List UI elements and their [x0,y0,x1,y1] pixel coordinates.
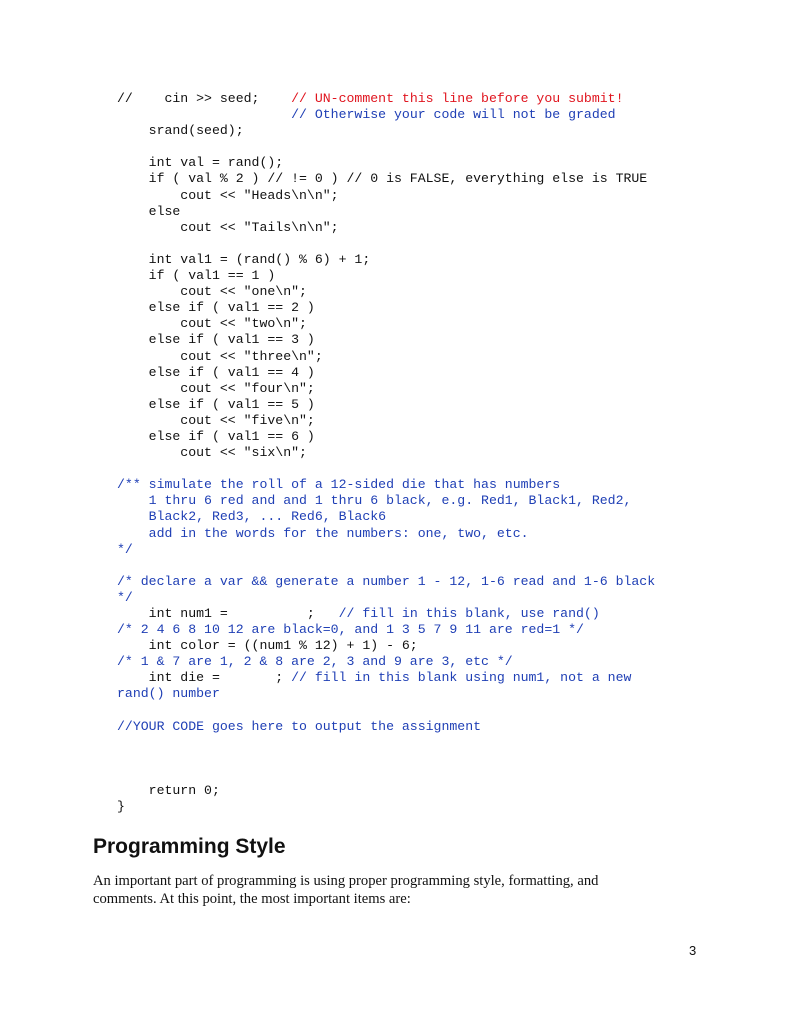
code-line-blank [117,751,655,767]
code-line [117,91,655,107]
code-line: int val1 = (rand() % 6) + 1; [117,251,371,267]
code-line: else if ( val1 == 5 ) [117,396,315,412]
code-line-blank [117,461,655,477]
code-comment-line: //YOUR CODE goes here to output the assignment [117,718,482,734]
code-line: if ( val1 == 1 ) [117,268,276,284]
code-line-blank [117,703,655,719]
code-line: cout << "six\n"; [117,445,307,461]
code-comment-line: /* declare a var && generate a number 1 - 12, 1-6 read and 1-6 black [117,573,656,589]
code-indent [117,107,291,122]
code-line: int color = ((num1 % 12) + 1) - 6; [117,638,418,654]
section-heading: Programming Style [93,835,286,858]
code-listing [117,91,655,815]
code-comment-line: */ [117,589,133,605]
code-line: cout << "three\n"; [117,348,323,364]
code-line: else if ( val1 == 3 ) [117,332,315,348]
code-line: else if ( val1 == 4 ) [117,364,315,380]
code-line-blank [117,558,655,574]
paragraph-line: comments. At this point, the most important items are: [93,890,411,907]
code-comment-blue: // fill in this blank, use rand() [338,606,600,621]
code-line-blank [117,139,655,155]
code-text: int num1 = ; [117,606,339,621]
code-line: if ( val % 2 ) // != 0 ) // 0 is FALSE, everything else is TRUE [117,171,648,187]
code-comment-line: 1 thru 6 red and and 1 thru 6 black, e.g. Red1, Black1, Red2, [117,493,632,509]
code-comment-line: /* 2 4 6 8 10 12 are black=0, and 1 3 5 7 9 11 are red=1 */ [117,622,584,638]
paragraph-line: An important part of programming is using proper programming style, formatting, and [93,873,599,889]
code-line: int val = rand(); [117,155,284,171]
code-comment-blue: // Otherwise your code will not be graded [291,107,616,123]
code-line: cout << "four\n"; [117,380,315,396]
code-comment-line: */ [117,541,133,557]
code-line: cout << "one\n"; [117,284,307,300]
code-line: cout << "five\n"; [117,412,315,428]
code-line: return 0; [117,783,220,799]
code-line: } [117,799,125,815]
page-number: 3 [689,943,697,958]
code-comment-line: rand() number [117,686,220,702]
code-comment-line: /** simulate the roll of a 12-sided die that has numbers [117,477,561,493]
code-line-blank [117,735,655,751]
code-line [117,670,655,686]
code-line [117,606,655,622]
code-line-blank [117,767,655,783]
code-comment-red: // UN-comment this line before you submit! [291,91,624,106]
code-line: else if ( val1 == 2 ) [117,300,315,316]
code-line: cout << "Tails\n\n"; [117,219,339,235]
code-comment-blue: // fill in this blank using num1, not a new [291,670,632,686]
code-line: cout << "Heads\n\n"; [117,187,339,203]
code-comment-line: Black2, Red3, ... Red6, Black6 [117,509,387,525]
body-paragraph [93,873,693,908]
code-line: else if ( val1 == 6 ) [117,428,315,444]
code-line: srand(seed); [117,123,244,139]
code-text: // cin >> seed; [117,91,292,106]
code-line: cout << "two\n"; [117,316,307,332]
code-comment-line: /* 1 & 7 are 1, 2 & 8 are 2, 3 and 9 are 3, etc */ [117,654,513,670]
code-line: else [117,203,181,219]
code-text: int die = ; [117,670,292,686]
code-line-blank [117,236,655,252]
code-line [117,107,655,123]
code-comment-line: add in the words for the numbers: one, two, etc. [117,525,529,541]
